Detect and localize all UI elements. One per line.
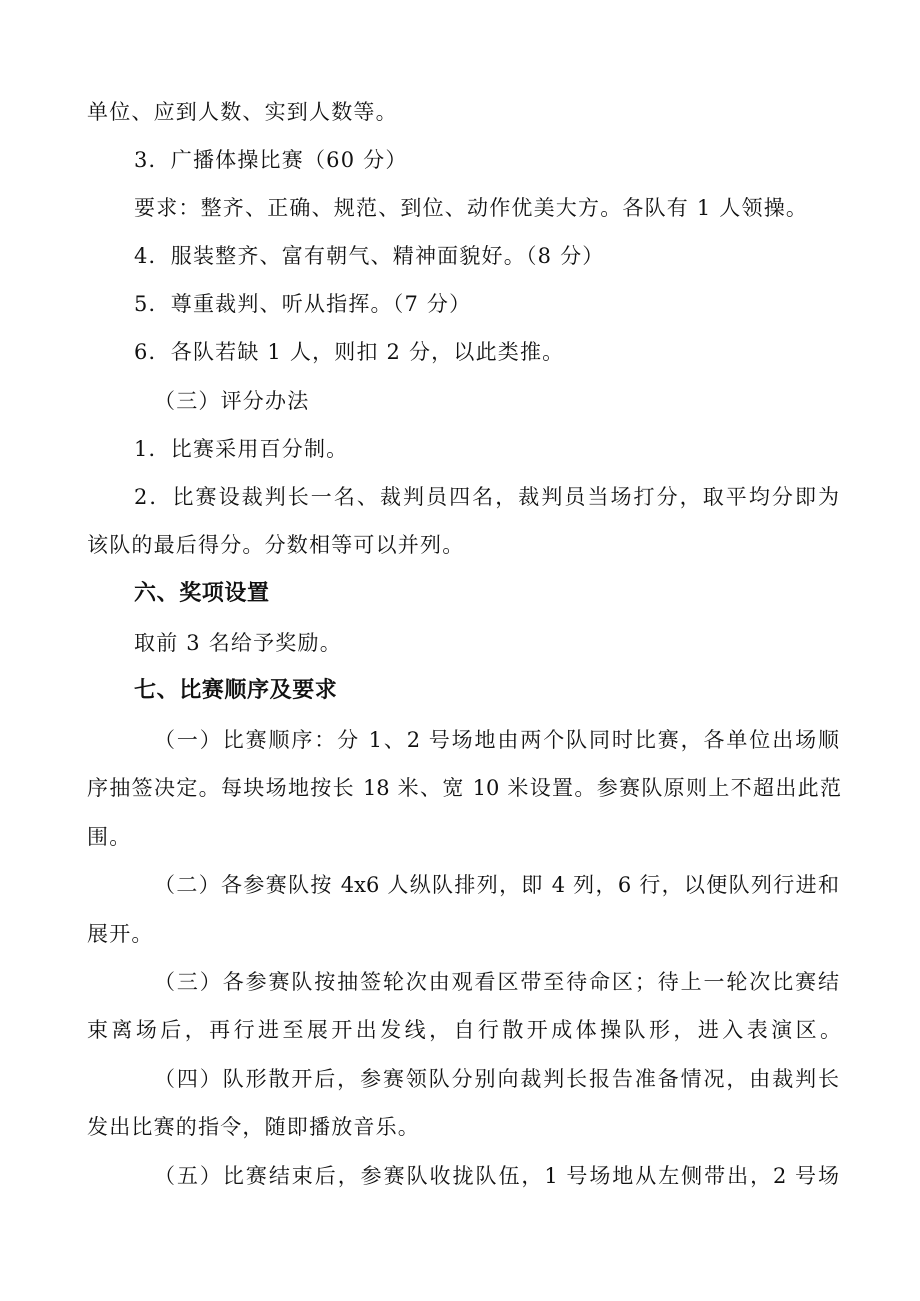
paragraph-line: （三）各参赛队按抽签轮次由观看区带至待命区；待上一轮次比赛结 — [154, 970, 839, 994]
text-line: 要求：整齐、正确、规范、到位、动作优美大方。各队有 1 人领操。 — [134, 196, 809, 220]
text-line: 单位、应到人数、实到人数等。 — [87, 100, 398, 124]
paragraph-line: 展开。 — [87, 922, 154, 946]
list-item: 1．比赛采用百分制。 — [134, 437, 349, 461]
paragraph-line: 围。 — [87, 825, 132, 849]
paragraph-line: 束离场后，再行进至展开出发线，自行散开成体操队形，进入表演区。 — [87, 1018, 841, 1042]
list-item: 2．比赛设裁判长一名、裁判员四名，裁判员当场打分，取平均分即为 — [134, 485, 839, 509]
subsection-heading: （三）评分办法 — [154, 389, 310, 413]
list-item: 5．尊重裁判、听从指挥。（7 分） — [134, 292, 472, 316]
list-item: 6．各队若缺 1 人，则扣 2 分，以此类推。 — [134, 340, 565, 364]
paragraph-line: 发出比赛的指令，随即播放音乐。 — [87, 1115, 420, 1139]
paragraph-line: 序抽签决定。每块场地按长 18 米、宽 10 米设置。参赛队原则上不超出此范 — [87, 776, 841, 800]
paragraph-line: （五）比赛结束后，参赛队收拢队伍，1 号场地从左侧带出，2 号场 — [154, 1164, 839, 1188]
paragraph-line: （二）各参赛队按 4x6 人纵队排列，即 4 列，6 行，以便队列行进和 — [154, 873, 839, 897]
list-item: 3．广播体操比赛（60 分） — [134, 148, 408, 172]
section-heading: 六、奖项设置 — [134, 581, 270, 606]
section-heading: 七、比赛顺序及要求 — [134, 678, 338, 703]
paragraph-line: （一）比赛顺序：分 1、2 号场地由两个队同时比赛，各单位出场顺 — [154, 728, 839, 752]
list-item: 4．服装整齐、富有朝气、精神面貌好。（8 分） — [134, 244, 605, 268]
text-line: 该队的最后得分。分数相等可以并列。 — [87, 533, 465, 557]
paragraph-line: （四）队形散开后，参赛领队分别向裁判长报告准备情况，由裁判长 — [154, 1067, 839, 1091]
text-line: 取前 3 名给予奖励。 — [134, 631, 342, 655]
